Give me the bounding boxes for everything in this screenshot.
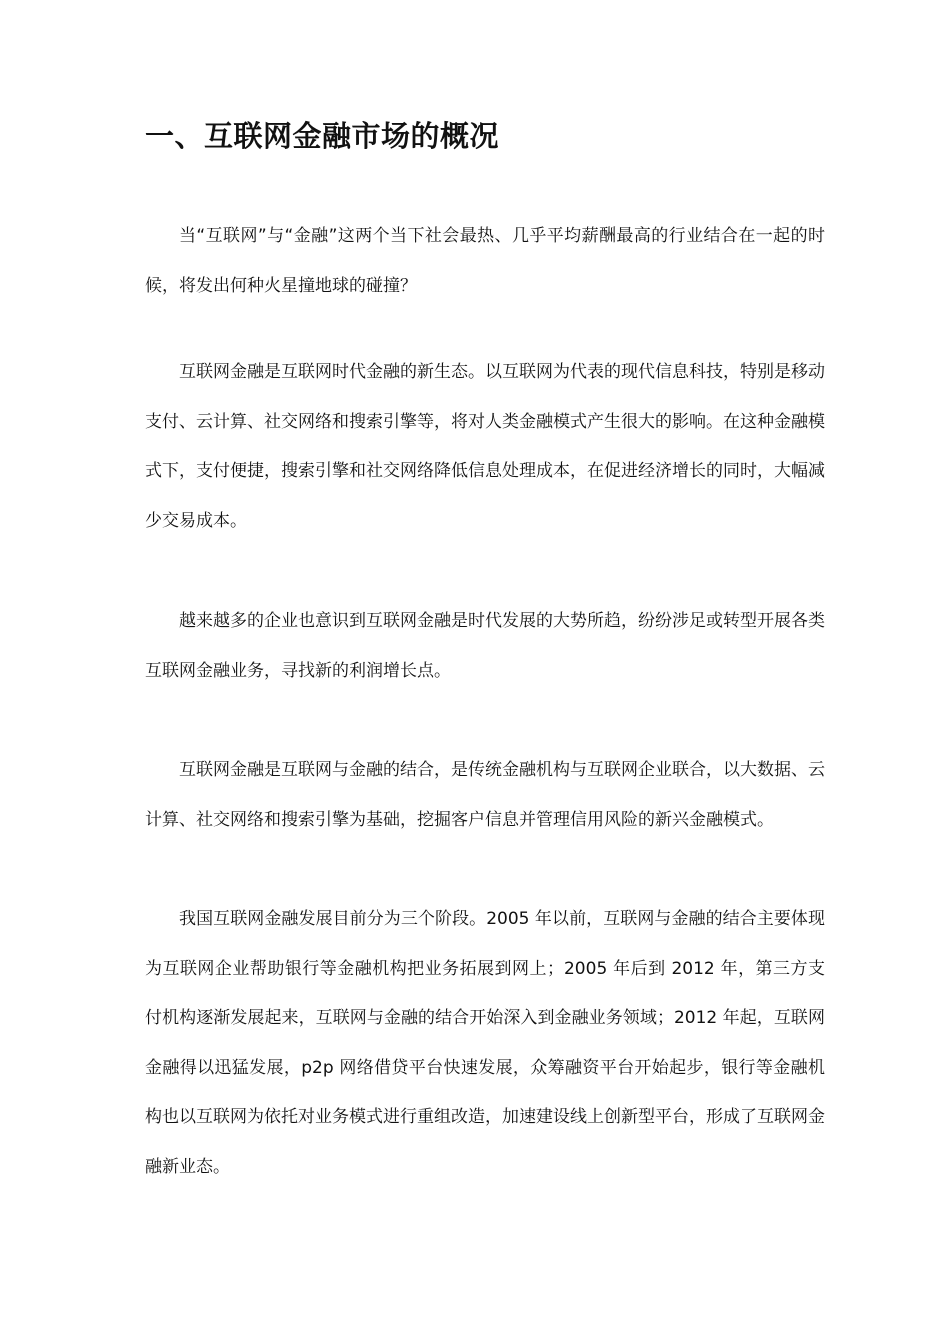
paragraph-new-ecology: 互联网金融是互联网时代金融的新生态。以互联网为代表的现代信息科技，特别是移动支付、云计算、社交网络和搜索引擎等，将对人类金融模式产生很大的影响。在这种金融模式下，支付便捷，搜索引擎和社交网络降低信息处理成本，在促进经济增长的同时，大幅减少交易成本。	[145, 362, 825, 531]
section-heading: 一、互联网金融市场的概况	[145, 119, 500, 153]
paragraph-development-stages: 我国互联网金融发展目前分为三个阶段。2005 年以前，互联网与金融的结合主要体现为互联网企业帮助银行等金融机构把业务拓展到网上；2005 年后到 2012 年，第三方支付机构逐渐发展起来，互联网与金融的结合开始深入到金融业务领域；2012 年起，互联网金融得以迅猛发展，p2p 网络借贷平台快速发展，众筹融资平台开始起步，银行等金融机构也以互联网为依托对业务模式进行重组改造，加速建设线上创新型平台，形成了互联网金融新业态。	[145, 909, 825, 1177]
paragraph-enterprises: 越来越多的企业也意识到互联网金融是时代发展的大势所趋，纷纷涉足或转型开展各类互联网金融业务，寻找新的利润增长点。	[145, 611, 825, 681]
paragraph-definition: 互联网金融是互联网与金融的结合，是传统金融机构与互联网企业联合，以大数据、云计算、社交网络和搜索引擎为基础，挖掘客户信息并管理信用风险的新兴金融模式。	[145, 760, 825, 830]
paragraph-intro: 当“互联网”与“金融”这两个当下社会最热、几乎平均薪酬最高的行业结合在一起的时候，将发出何种火星撞地球的碰撞？	[145, 226, 825, 296]
